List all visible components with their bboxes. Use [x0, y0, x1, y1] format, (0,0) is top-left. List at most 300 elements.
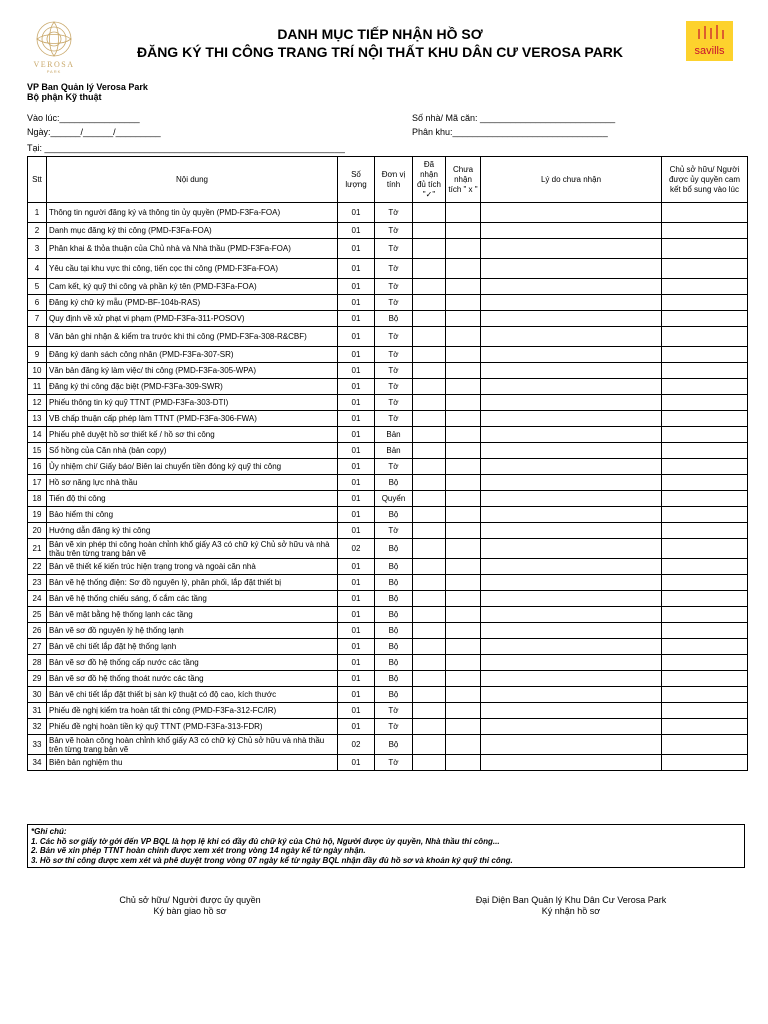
table-row: [28, 539, 748, 559]
row-stt: 26: [28, 623, 47, 639]
row-not-received-cell[interactable]: [446, 379, 481, 395]
row-reason-cell[interactable]: [481, 459, 662, 475]
row-received-cell[interactable]: [413, 363, 446, 379]
table-row: [28, 523, 748, 539]
row-received-cell[interactable]: [413, 671, 446, 687]
notes-box: [27, 824, 745, 868]
tai-field[interactable]: Tại: ____________________________________________________________: [27, 143, 345, 153]
row-not-received-cell[interactable]: [446, 575, 481, 591]
row-commit-cell[interactable]: [662, 279, 748, 295]
row-received-cell[interactable]: [413, 559, 446, 575]
row-content: Bản vẽ thiết kế kiến trúc hiện trạng trong và ngoài căn nhà: [47, 559, 338, 575]
row-unit: Bộ: [375, 607, 413, 623]
table-row: [28, 559, 748, 575]
row-qty: 01: [338, 475, 375, 491]
row-reason-cell[interactable]: [481, 687, 662, 703]
table-row: [28, 507, 748, 523]
row-content: Sổ hồng của Căn nhà (bản copy): [47, 443, 338, 459]
row-commit-cell[interactable]: [662, 427, 748, 443]
row-unit: Tờ: [375, 703, 413, 719]
row-received-cell[interactable]: [413, 459, 446, 475]
row-not-received-cell[interactable]: [446, 655, 481, 671]
row-stt: 19: [28, 507, 47, 523]
savills-lines-icon: [696, 25, 724, 39]
row-not-received-cell[interactable]: [446, 735, 481, 755]
row-unit: Bộ: [375, 671, 413, 687]
row-content: Phiếu đề nghị kiểm tra hoàn tất thi công (PMD-F3Fa-312-FC/IR): [47, 703, 338, 719]
row-stt: 18: [28, 491, 47, 507]
row-unit: Bộ: [375, 507, 413, 523]
row-reason-cell[interactable]: [481, 607, 662, 623]
row-commit-cell[interactable]: [662, 443, 748, 459]
row-not-received-cell[interactable]: [446, 687, 481, 703]
row-not-received-cell[interactable]: [446, 239, 481, 259]
row-unit: Bản: [375, 427, 413, 443]
row-not-received-cell[interactable]: [446, 475, 481, 491]
row-unit: Bộ: [375, 623, 413, 639]
row-received-cell[interactable]: [413, 411, 446, 427]
row-stt: 31: [28, 703, 47, 719]
row-stt: 5: [28, 279, 47, 295]
row-received-cell[interactable]: [413, 327, 446, 347]
row-unit: Tờ: [375, 203, 413, 223]
row-received-cell[interactable]: [413, 347, 446, 363]
note-1: 1. Các hồ sơ giấy tờ gởi đến VP BQL là hợp lệ khi có đầy đủ chữ ký của Chủ hộ, Người được ủy quyền, Nhà thầu thi công...: [31, 836, 500, 846]
row-received-cell[interactable]: [413, 623, 446, 639]
row-not-received-cell[interactable]: [446, 347, 481, 363]
vao-luc-field[interactable]: Vào lúc:________________: [27, 113, 140, 123]
row-stt: 29: [28, 671, 47, 687]
row-content: Bản vẽ chi tiết lắp đặt thiết bị sàn kỹ thuật có độ cao, kích thước: [47, 687, 338, 703]
row-received-cell[interactable]: [413, 591, 446, 607]
row-unit: Tờ: [375, 259, 413, 279]
table-row: [28, 491, 748, 507]
row-qty: 01: [338, 327, 375, 347]
row-received-cell[interactable]: [413, 703, 446, 719]
row-reason-cell[interactable]: [481, 363, 662, 379]
row-commit-cell[interactable]: [662, 327, 748, 347]
row-content: Bản vẽ sơ đồ nguyên lý hệ thống lạnh: [47, 623, 338, 639]
row-commit-cell[interactable]: [662, 671, 748, 687]
row-stt: 16: [28, 459, 47, 475]
row-not-received-cell[interactable]: [446, 671, 481, 687]
col-header-cam-ket: Chủ sở hữu/ Người được ủy quyền cam kết bổ sung vào lúc: [662, 157, 748, 203]
row-unit: Tờ: [375, 411, 413, 427]
row-unit: Tờ: [375, 239, 413, 259]
row-received-cell[interactable]: [413, 491, 446, 507]
row-content: Bản vẽ xin phép thi công hoàn chỉnh khổ giấy A3 có chữ ký Chủ sở hữu và nhà thầu trên từng trang bản vẽ: [47, 539, 338, 559]
row-received-cell[interactable]: [413, 239, 446, 259]
table-row: [28, 395, 748, 411]
row-stt: 11: [28, 379, 47, 395]
row-commit-cell[interactable]: [662, 523, 748, 539]
row-qty: 01: [338, 639, 375, 655]
row-received-cell[interactable]: [413, 223, 446, 239]
row-reason-cell[interactable]: [481, 523, 662, 539]
row-reason-cell[interactable]: [481, 719, 662, 735]
table-row: [28, 443, 748, 459]
row-qty: 01: [338, 363, 375, 379]
row-qty: 01: [338, 703, 375, 719]
row-reason-cell[interactable]: [481, 295, 662, 311]
row-content: Bản vẽ hoàn công hoàn chỉnh khổ giấy A3 có chữ ký Chủ sở hữu và nhà thầu trên từng trang bản vẽ: [47, 735, 338, 755]
table-row: [28, 203, 748, 223]
row-stt: 7: [28, 311, 47, 327]
row-not-received-cell[interactable]: [446, 591, 481, 607]
row-stt: 27: [28, 639, 47, 655]
row-content: Bản vẽ sơ đồ hệ thống cấp nước các tầng: [47, 655, 338, 671]
row-stt: 21: [28, 539, 47, 559]
row-qty: 01: [338, 591, 375, 607]
row-reason-cell[interactable]: [481, 239, 662, 259]
row-commit-cell[interactable]: [662, 687, 748, 703]
row-reason-cell[interactable]: [481, 623, 662, 639]
row-commit-cell[interactable]: [662, 655, 748, 671]
row-reason-cell[interactable]: [481, 755, 662, 771]
row-not-received-cell[interactable]: [446, 703, 481, 719]
document-checklist-table: [27, 156, 748, 771]
row-qty: 01: [338, 559, 375, 575]
row-unit: Quyển: [375, 491, 413, 507]
row-not-received-cell[interactable]: [446, 259, 481, 279]
row-reason-cell[interactable]: [481, 259, 662, 279]
note-3: 3. Hồ sơ thi công được xem xét và phê duyệt trong vòng 07 ngày kể từ ngày BQL nhận đầy đủ hồ sơ và khoản ký quỹ thi công.: [31, 855, 513, 865]
col-header-don-vi: Đơn vị tính: [375, 157, 413, 203]
table-row: [28, 279, 748, 295]
row-received-cell[interactable]: [413, 379, 446, 395]
row-reason-cell[interactable]: [481, 223, 662, 239]
table-row: [28, 703, 748, 719]
row-reason-cell[interactable]: [481, 327, 662, 347]
table-row: [28, 259, 748, 279]
row-content: Bản vẽ sơ đồ hệ thống thoát nước các tầng: [47, 671, 338, 687]
row-content: Bản vẽ chi tiết lắp đặt hệ thống lạnh: [47, 639, 338, 655]
row-qty: 01: [338, 671, 375, 687]
row-not-received-cell[interactable]: [446, 279, 481, 295]
row-stt: 28: [28, 655, 47, 671]
row-qty: 01: [338, 459, 375, 475]
row-received-cell[interactable]: [413, 719, 446, 735]
row-unit: Bộ: [375, 687, 413, 703]
table-row: [28, 655, 748, 671]
page-title: DANH MỤC TIẾP NHẬN HỒ SƠ: [277, 26, 483, 42]
row-content: Phiếu thông tin ký quỹ TTNT (PMD-F3Fa-303-DTI): [47, 395, 338, 411]
verosa-sub-text: PARK: [46, 69, 62, 74]
row-content: Hướng dẫn đăng ký thi công: [47, 523, 338, 539]
row-commit-cell[interactable]: [662, 259, 748, 279]
row-received-cell[interactable]: [413, 311, 446, 327]
table-row: [28, 311, 748, 327]
row-content: Phân khai & thỏa thuận của Chủ nhà và Nhà thầu (PMD-F3Fa-FOA): [47, 239, 338, 259]
row-content: Hồ sơ năng lực nhà thầu: [47, 475, 338, 491]
row-qty: 02: [338, 735, 375, 755]
row-received-cell[interactable]: [413, 655, 446, 671]
row-stt: 30: [28, 687, 47, 703]
row-not-received-cell[interactable]: [446, 363, 481, 379]
row-content: Biên bản nghiệm thu: [47, 755, 338, 771]
row-qty: 01: [338, 443, 375, 459]
phan-khu-field[interactable]: Phân khu:_______________________________: [412, 127, 608, 137]
verosa-brand-text: VEROSA: [33, 60, 75, 69]
verosa-emblem-icon: [35, 20, 73, 58]
row-received-cell[interactable]: [413, 687, 446, 703]
row-content: Bản vẽ hệ thống điện: Sơ đồ nguyên lý, phân phối, lắp đặt thiết bị: [47, 575, 338, 591]
row-not-received-cell[interactable]: [446, 559, 481, 575]
row-not-received-cell[interactable]: [446, 507, 481, 523]
row-not-received-cell[interactable]: [446, 459, 481, 475]
row-not-received-cell[interactable]: [446, 443, 481, 459]
row-content: Quy định về xử phạt vi phạm (PMD-F3Fa-311-POSOV): [47, 311, 338, 327]
row-commit-cell[interactable]: [662, 363, 748, 379]
row-reason-cell[interactable]: [481, 347, 662, 363]
row-not-received-cell[interactable]: [446, 203, 481, 223]
row-stt: 33: [28, 735, 47, 755]
row-commit-cell[interactable]: [662, 719, 748, 735]
note-2: 2. Bản vẽ xin phép TTNT hoàn chỉnh được xem xét trong vòng 14 ngày kể từ ngày nhận.: [31, 846, 366, 855]
row-stt: 9: [28, 347, 47, 363]
row-reason-cell[interactable]: [481, 575, 662, 591]
row-unit: Bộ: [375, 311, 413, 327]
col-header-chua-nhan: Chưa nhận tích " x ": [446, 157, 481, 203]
row-qty: 01: [338, 223, 375, 239]
row-received-cell[interactable]: [413, 539, 446, 559]
row-reason-cell[interactable]: [481, 203, 662, 223]
row-unit: Tờ: [375, 719, 413, 735]
row-qty: 01: [338, 523, 375, 539]
row-not-received-cell[interactable]: [446, 411, 481, 427]
row-received-cell[interactable]: [413, 575, 446, 591]
dept-name: Bộ phận Kỹ thuật: [27, 92, 102, 102]
row-reason-cell[interactable]: [481, 311, 662, 327]
row-not-received-cell[interactable]: [446, 639, 481, 655]
row-qty: 01: [338, 347, 375, 363]
row-unit: Bộ: [375, 475, 413, 491]
row-commit-cell[interactable]: [662, 379, 748, 395]
row-qty: 01: [338, 379, 375, 395]
row-unit: Bộ: [375, 639, 413, 655]
row-content: Phiếu đề nghị hoàn tiền ký quỹ TTNT (PMD-F3Fa-313-FDR): [47, 719, 338, 735]
row-stt: 4: [28, 259, 47, 279]
row-received-cell[interactable]: [413, 475, 446, 491]
row-not-received-cell[interactable]: [446, 523, 481, 539]
row-content: Văn bản đăng ký làm việc/ thi công (PMD-F3Fa-305-WPA): [47, 363, 338, 379]
row-commit-cell[interactable]: [662, 295, 748, 311]
table-row: [28, 239, 748, 259]
row-unit: Tờ: [375, 223, 413, 239]
row-content: Đăng ký thi công đặc biệt (PMD-F3Fa-309-SWR): [47, 379, 338, 395]
row-qty: 01: [338, 607, 375, 623]
row-received-cell[interactable]: [413, 395, 446, 411]
row-commit-cell[interactable]: [662, 491, 748, 507]
table-row: [28, 475, 748, 491]
row-content: VB chấp thuận cấp phép làm TTNT (PMD-F3Fa-306-FWA): [47, 411, 338, 427]
row-received-cell[interactable]: [413, 203, 446, 223]
row-reason-cell[interactable]: [481, 591, 662, 607]
table-row: [28, 623, 748, 639]
row-not-received-cell[interactable]: [446, 755, 481, 771]
table-row: [28, 411, 748, 427]
row-content: Đăng ký chữ ký mẫu (PMD-BF-104b-RAS): [47, 295, 338, 311]
row-reason-cell[interactable]: [481, 395, 662, 411]
row-reason-cell[interactable]: [481, 475, 662, 491]
table-row: [28, 295, 748, 311]
verosa-logo: [24, 20, 84, 74]
row-commit-cell[interactable]: [662, 703, 748, 719]
row-reason-cell[interactable]: [481, 491, 662, 507]
row-stt: 17: [28, 475, 47, 491]
row-not-received-cell[interactable]: [446, 327, 481, 347]
row-received-cell[interactable]: [413, 295, 446, 311]
row-received-cell[interactable]: [413, 443, 446, 459]
row-received-cell[interactable]: [413, 639, 446, 655]
row-not-received-cell[interactable]: [446, 607, 481, 623]
row-unit: Bộ: [375, 655, 413, 671]
row-content: Thông tin người đăng ký và thông tin ủy quyền (PMD-F3Fa-FOA): [47, 203, 338, 223]
row-stt: 13: [28, 411, 47, 427]
table-row: [28, 687, 748, 703]
row-not-received-cell[interactable]: [446, 719, 481, 735]
row-content: Cam kết, ký quỹ thi công và phần ký tên (PMD-F3Fa-FOA): [47, 279, 338, 295]
table-row: [28, 755, 748, 771]
row-commit-cell[interactable]: [662, 411, 748, 427]
savills-text: savills: [694, 45, 725, 57]
row-not-received-cell[interactable]: [446, 223, 481, 239]
row-reason-cell[interactable]: [481, 379, 662, 395]
row-reason-cell[interactable]: [481, 539, 662, 559]
row-stt: 3: [28, 239, 47, 259]
row-reason-cell[interactable]: [481, 703, 662, 719]
row-commit-cell[interactable]: [662, 311, 748, 327]
row-stt: 25: [28, 607, 47, 623]
row-commit-cell[interactable]: [662, 239, 748, 259]
row-reason-cell[interactable]: [481, 655, 662, 671]
row-received-cell[interactable]: [413, 607, 446, 623]
page-subtitle: ĐĂNG KÝ THI CÔNG TRANG TRÍ NỘI THẤT KHU DÂN CƯ VEROSA PARK: [136, 44, 624, 60]
row-commit-cell[interactable]: [662, 755, 748, 771]
row-unit: Bộ: [375, 735, 413, 755]
table-row: [28, 735, 748, 755]
row-reason-cell[interactable]: [481, 559, 662, 575]
row-stt: 8: [28, 327, 47, 347]
row-unit: Bộ: [375, 575, 413, 591]
savills-logo: [686, 21, 733, 61]
row-commit-cell[interactable]: [662, 591, 748, 607]
row-commit-cell[interactable]: [662, 607, 748, 623]
row-stt: 32: [28, 719, 47, 735]
row-qty: 01: [338, 755, 375, 771]
notes-label: *Ghi chú:: [31, 827, 67, 836]
row-received-cell[interactable]: [413, 523, 446, 539]
row-content: Yêu cầu tại khu vực thi công, tiến cọc thi công (PMD-F3Fa-FOA): [47, 259, 338, 279]
row-commit-cell[interactable]: [662, 223, 748, 239]
row-not-received-cell[interactable]: [446, 395, 481, 411]
row-unit: Tờ: [375, 755, 413, 771]
row-commit-cell[interactable]: [662, 735, 748, 755]
row-commit-cell[interactable]: [662, 395, 748, 411]
row-qty: 01: [338, 687, 375, 703]
row-reason-cell[interactable]: [481, 411, 662, 427]
row-received-cell[interactable]: [413, 427, 446, 443]
row-received-cell[interactable]: [413, 507, 446, 523]
row-unit: Bộ: [375, 591, 413, 607]
row-commit-cell[interactable]: [662, 559, 748, 575]
row-not-received-cell[interactable]: [446, 623, 481, 639]
row-qty: 01: [338, 719, 375, 735]
row-not-received-cell[interactable]: [446, 295, 481, 311]
row-content: Đăng ký danh sách công nhân (PMD-F3Fa-307-SR): [47, 347, 338, 363]
row-stt: 20: [28, 523, 47, 539]
row-unit: Tờ: [375, 295, 413, 311]
row-commit-cell[interactable]: [662, 575, 748, 591]
row-commit-cell[interactable]: [662, 639, 748, 655]
row-stt: 24: [28, 591, 47, 607]
so-nha-field[interactable]: Số nhà/ Mã căn: ___________________________: [412, 113, 616, 123]
row-content: Bảo hiểm thi công: [47, 507, 338, 523]
table-row: [28, 671, 748, 687]
row-content: Bản vẽ hệ thống chiếu sáng, ổ cắm các tầng: [47, 591, 338, 607]
row-content: Văn bản ghi nhận & kiểm tra trước khi thi công (PMD-F3Fa-308-R&CBF): [47, 327, 338, 347]
row-reason-cell[interactable]: [481, 279, 662, 295]
row-not-received-cell[interactable]: [446, 491, 481, 507]
row-received-cell[interactable]: [413, 279, 446, 295]
row-stt: 15: [28, 443, 47, 459]
row-not-received-cell[interactable]: [446, 311, 481, 327]
row-stt: 34: [28, 755, 47, 771]
row-unit: Bộ: [375, 559, 413, 575]
row-received-cell[interactable]: [413, 259, 446, 279]
ngay-field[interactable]: Ngày:______/______/_________: [27, 127, 161, 137]
row-commit-cell[interactable]: [662, 507, 748, 523]
row-unit: Tờ: [375, 327, 413, 347]
row-reason-cell[interactable]: [481, 735, 662, 755]
row-reason-cell[interactable]: [481, 639, 662, 655]
row-reason-cell[interactable]: [481, 671, 662, 687]
row-qty: 02: [338, 539, 375, 559]
row-content: Danh mục đăng ký thi công (PMD-F3Fa-FOA): [47, 223, 338, 239]
col-header-ly-do: Lý do chưa nhận: [481, 157, 662, 203]
table-row: [28, 607, 748, 623]
row-commit-cell[interactable]: [662, 347, 748, 363]
row-stt: 23: [28, 575, 47, 591]
row-commit-cell[interactable]: [662, 203, 748, 223]
row-qty: 01: [338, 279, 375, 295]
table-row: [28, 327, 748, 347]
row-unit: Tờ: [375, 279, 413, 295]
signature-management-sub: Ký nhận hồ sơ: [541, 906, 601, 916]
row-commit-cell[interactable]: [662, 475, 748, 491]
row-qty: 01: [338, 411, 375, 427]
row-commit-cell[interactable]: [662, 623, 748, 639]
row-reason-cell[interactable]: [481, 427, 662, 443]
row-qty: 01: [338, 239, 375, 259]
row-qty: 01: [338, 507, 375, 523]
row-reason-cell[interactable]: [481, 443, 662, 459]
row-not-received-cell[interactable]: [446, 539, 481, 559]
row-commit-cell[interactable]: [662, 459, 748, 475]
table-row: [28, 363, 748, 379]
col-header-so-luong: Số lượng: [338, 157, 375, 203]
row-commit-cell[interactable]: [662, 539, 748, 559]
table-row: [28, 459, 748, 475]
row-received-cell[interactable]: [413, 755, 446, 771]
row-received-cell[interactable]: [413, 735, 446, 755]
row-unit: Bộ: [375, 539, 413, 559]
table-row: [28, 639, 748, 655]
row-reason-cell[interactable]: [481, 507, 662, 523]
row-qty: 01: [338, 491, 375, 507]
row-not-received-cell[interactable]: [446, 427, 481, 443]
row-stt: 10: [28, 363, 47, 379]
